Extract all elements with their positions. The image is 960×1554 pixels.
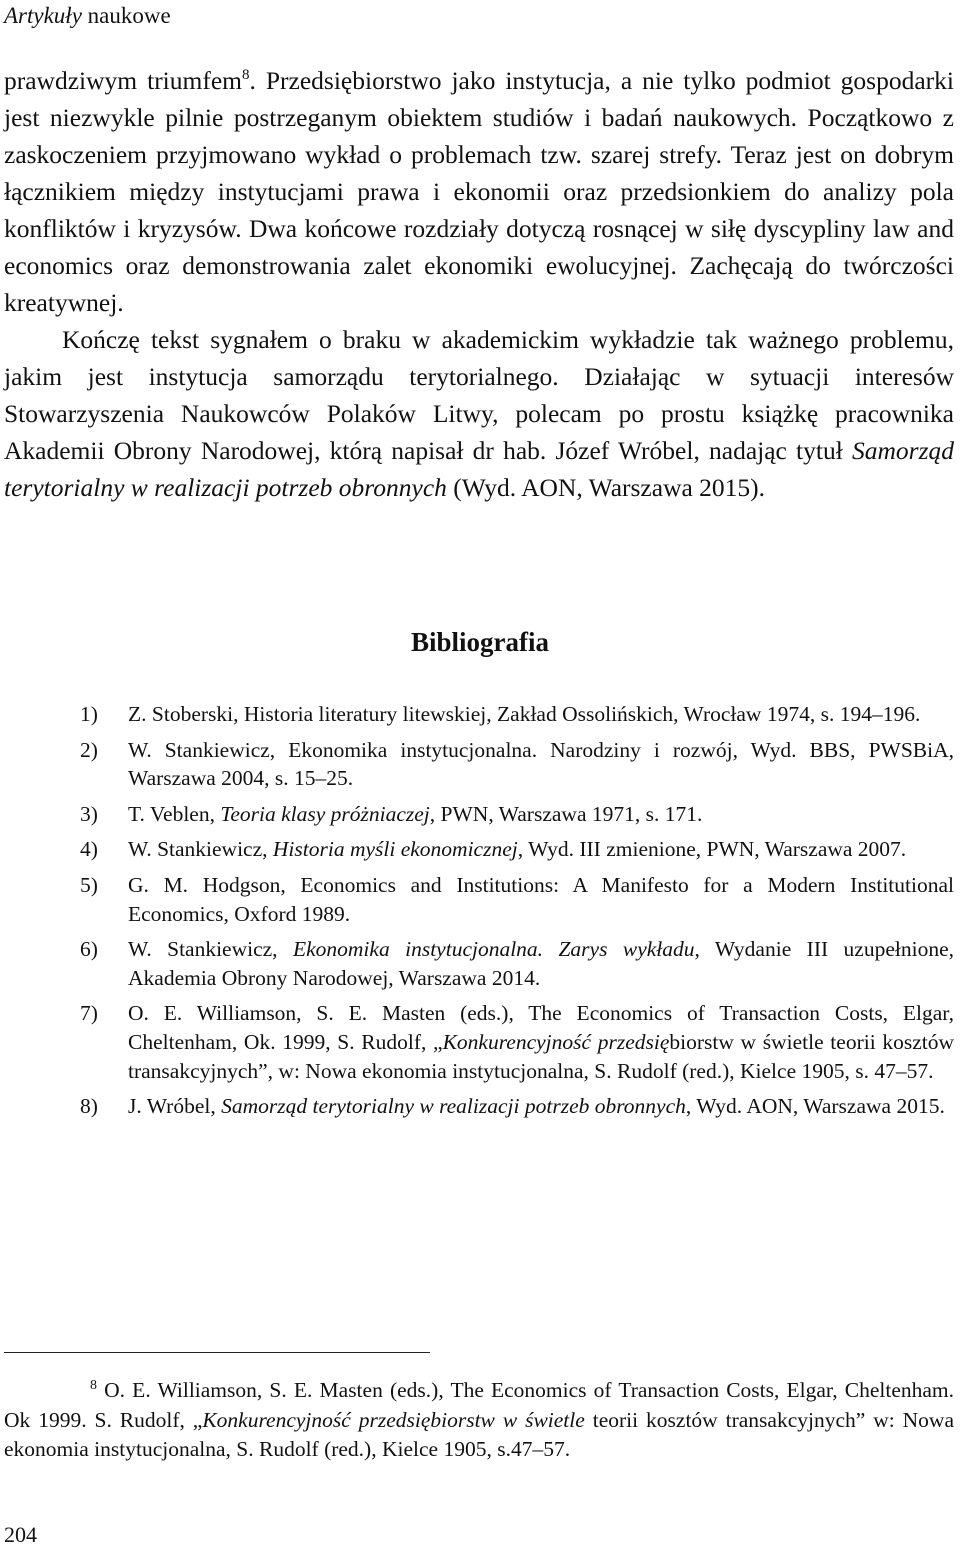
p2-book-title: Samorząd terytorialny w realizacji potrzeb obronnych: [4, 436, 954, 502]
footnote-text-a: O. E. Williamson, S. E. Masten (eds.), The Economics of Transaction Costs, Elgar, Cheltenham. Ok 1999. S. Rudolf, „: [4, 1378, 954, 1432]
bibliography-item: [80, 999, 954, 1085]
item-text-tail: , Wyd. AON, Warszawa 2015.: [685, 1094, 945, 1119]
bibliography-list: [80, 700, 954, 1128]
item-title: Teoria klasy próżniaczej: [220, 801, 430, 826]
p1-text-b: . Przedsiębiorstwo jako instytucja, a nie tylko podmiot gospodarki jest niezwykle pilnie postrzeganym obiektem studiów i badań naukowych. Początkowo z zaskoczeniem przyjmowano wykład o problemach tzw. szarej strefy. Teraz jest on dobrym łącznikiem między instytucjami prawa i ekonomii oraz przedsionkiem do analizy pola konfliktów i kryzysów. Dwa końcowe rozdziały dotyczą rosnącej w siłę dyscypliny law and economics oraz demonstrowania zalet ekonomiki ewolucyjnej. Zachęcają do twórczości kreatywnej.: [4, 66, 954, 317]
running-header: [4, 2, 171, 30]
item-text-tail: , Wyd. III zmienione, PWN, Warszawa 2007.: [517, 837, 907, 862]
paragraph-2: [4, 321, 954, 506]
p1-text-a: prawdziwym triumfem: [4, 66, 242, 95]
header-italic: Artykuły: [4, 3, 82, 28]
footnote: [4, 1376, 954, 1465]
p2-text-a: Kończę tekst sygnałem o braku w akademickim wykładzie tak ważnego problemu, jakim jest instytucja samorządu terytorialnego. Działając w sytuacji interesów Stowarzyszenia Naukowców Polaków Litwy, polecam po prostu książkę pracownika Akademii Obrony Narodowej, którą napisał dr hab. Józef Wróbel, nadając tytuł: [4, 325, 954, 465]
bibliography-item: [80, 835, 954, 864]
bibliography-item: [80, 935, 954, 992]
bibliography-title: Bibliografia: [410, 627, 549, 657]
item-number: 1): [80, 702, 98, 726]
footnote-ref[interactable]: 8: [242, 67, 250, 83]
body-text: [4, 62, 954, 506]
page-number: 204: [4, 1522, 37, 1547]
item-title: Konkurencyjność przedsię: [442, 1029, 670, 1054]
p2-text-b: (Wyd. AON, Warszawa 2015).: [446, 473, 766, 502]
footnote-divider: [4, 1352, 430, 1353]
bibliography-item: [80, 871, 954, 928]
item-text: W. Stankiewicz, Ekonomika instytucjonalna. Narodziny i rozwój, Wyd. BBS, PWSBiA, Warszawa 2004, s. 15–25.: [128, 737, 954, 791]
bibliography-item: [80, 1092, 954, 1121]
bibliography-item: [80, 736, 954, 793]
item-number: 8): [80, 1094, 98, 1119]
item-title: Ekonomika instytucjonalna. Zarys wykładu: [292, 937, 695, 962]
item-title: Historia myśli ekonomicznej: [272, 837, 518, 862]
bibliography-item: [80, 800, 954, 829]
header-rest: naukowe: [81, 3, 171, 28]
item-text: Z. Stoberski, Historia literatury litewskiej, Zakład Ossolińskich, Wrocław 1974, s. 194–196.: [128, 702, 921, 726]
item-number: 6): [80, 937, 98, 962]
item-text: G. M. Hodgson, Economics and Institutions: A Manifesto for a Modern Institutional Economics, Oxford 1989.: [128, 872, 954, 926]
item-text-tail: biorstw w świetle teorii kosztów transakcyjnych”, w: Nowa ekonomia instytucjonalna, S. Rudolf (red.), Kielce 1905, s. 47–57.: [128, 1029, 955, 1083]
item-text: W. Stankiewicz,: [128, 837, 273, 862]
footnote-text-b: teorii kosztów transakcyjnych” w: Nowa ekonomia instytucjonalna, S. Rudolf (red.), Kielce 1905, s.47–57.: [4, 1407, 955, 1461]
footnote-title: Konkurencyjność przedsiębiorstw w świetle: [202, 1407, 585, 1432]
item-number: 7): [80, 1001, 98, 1026]
item-text-tail: , Wydanie III uzupełnione, Akademia Obrony Narodowej, Warszawa 2014.: [128, 937, 954, 990]
item-text: J. Wróbel,: [128, 1094, 222, 1119]
item-number: 3): [80, 801, 98, 826]
item-text: T. Veblen,: [128, 801, 221, 826]
bibliography-item: [80, 700, 954, 729]
item-number: 5): [80, 872, 98, 897]
paragraph-1: [4, 62, 954, 321]
item-text: O. E. Williamson, S. E. Masten (eds.), The Economics of Transaction Costs, Elgar, Cheltenham, Ok. 1999, S. Rudolf, „: [128, 1001, 954, 1054]
item-title: Samorząd terytorialny w realizacji potrzeb obronnych: [221, 1094, 686, 1119]
item-number: 4): [80, 837, 98, 862]
item-number: 2): [80, 737, 98, 762]
footnote-mark: 8: [90, 1378, 97, 1393]
item-text-tail: , PWN, Warszawa 1971, s. 171.: [429, 801, 703, 826]
footnote-text: [4, 1376, 954, 1465]
item-text: W. Stankiewicz,: [128, 937, 293, 962]
